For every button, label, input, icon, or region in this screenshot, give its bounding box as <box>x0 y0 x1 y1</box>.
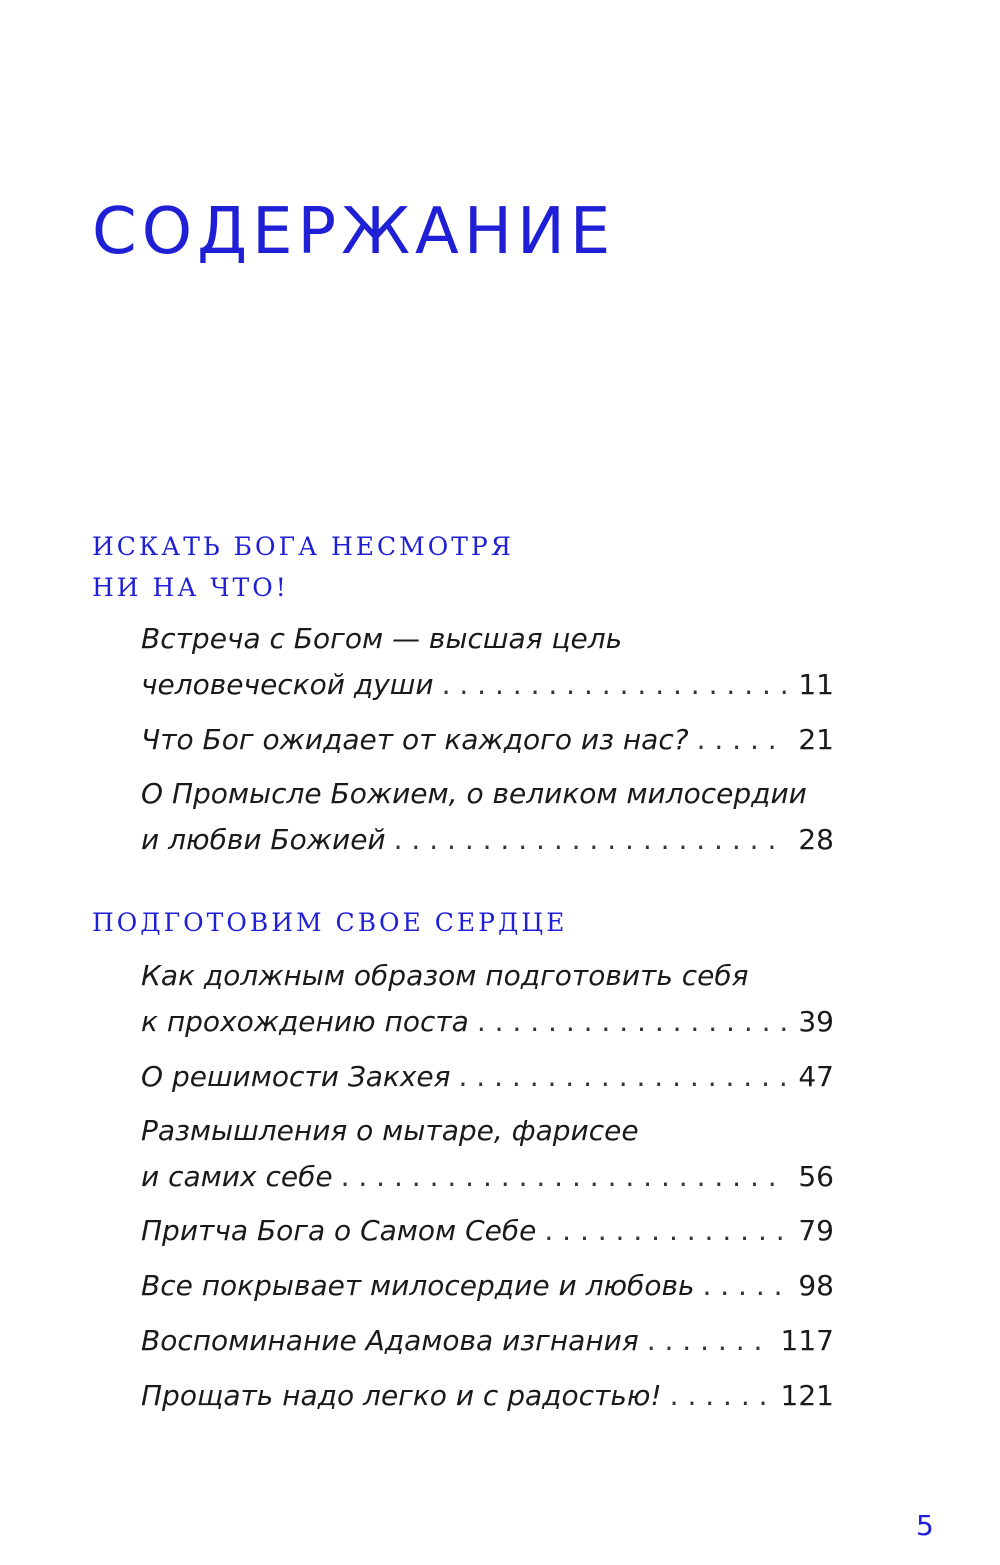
section-heading-1 <box>92 526 514 608</box>
page-title: СОДЕРЖАНИЕ <box>92 195 616 269</box>
dot-leader <box>544 1208 788 1254</box>
dot-leader <box>442 662 788 708</box>
section-heading-line: ПОДГОТОВИМ СВОЕ СЕРДЦЕ <box>92 908 568 937</box>
dot-leader <box>458 1054 788 1100</box>
toc-entry[interactable] <box>141 1318 834 1364</box>
toc-entry[interactable] <box>141 616 834 708</box>
dot-leader <box>341 1154 788 1200</box>
dot-leader <box>697 717 788 763</box>
toc-page-number: 117 <box>780 1324 834 1357</box>
toc-page-number: 21 <box>798 723 834 756</box>
toc-page-number: 28 <box>798 823 834 856</box>
toc-page-number: 56 <box>798 1160 834 1193</box>
toc-entry-title-line: Как должным образом подготовить себя <box>141 959 749 992</box>
toc-entry-title-line: Встреча с Богом — высшая цель <box>141 622 623 655</box>
toc-page-number: 79 <box>798 1214 834 1247</box>
dot-leader <box>647 1318 771 1364</box>
toc-entry[interactable] <box>141 1208 834 1254</box>
toc-entry-title-line: Размышления о мытаре, фарисее <box>141 1114 639 1147</box>
toc-entry[interactable] <box>141 1054 834 1100</box>
toc-page-number: 11 <box>798 668 834 701</box>
toc-entry[interactable] <box>141 771 834 863</box>
dot-leader <box>394 817 788 863</box>
toc-entry[interactable] <box>141 1263 834 1309</box>
toc-entry-title: Что Бог ожидает от каждого из нас? <box>141 723 689 756</box>
toc-entry-title: и любви Божией <box>141 823 386 856</box>
toc-entry[interactable] <box>141 1108 834 1200</box>
section-heading-line: НИ НА ЧТО! <box>92 573 289 602</box>
toc-page-number: 121 <box>780 1379 834 1412</box>
toc-entry-title: к прохождению поста <box>141 1005 469 1038</box>
toc-entry-title: Притча Бога о Самом Себе <box>141 1214 537 1247</box>
dot-leader <box>670 1373 771 1419</box>
toc-entry-title: Воспоминание Адамова изгнания <box>141 1324 639 1357</box>
toc-page-number: 39 <box>798 1005 834 1038</box>
toc-page-number: 47 <box>798 1060 834 1093</box>
toc-entry-title: О решимости Закхея <box>141 1060 451 1093</box>
toc-entry-title: человеческой души <box>141 668 434 701</box>
toc-entry-title: и самих себе <box>141 1160 333 1193</box>
toc-entry-title: Прощать надо легко и с радостью! <box>141 1379 662 1412</box>
toc-page-number: 98 <box>798 1269 834 1302</box>
toc-entry-title-line: О Промысле Божием, о великом милосердии <box>141 777 807 810</box>
dot-leader <box>702 1263 788 1309</box>
dot-leader <box>477 999 788 1045</box>
toc-entry[interactable] <box>141 1373 834 1419</box>
toc-entry[interactable] <box>141 717 834 763</box>
section-heading-line: ИСКАТЬ БОГА НЕСМОТРЯ <box>92 532 514 561</box>
section-heading-2 <box>92 902 567 943</box>
toc-entry[interactable] <box>141 953 834 1045</box>
page-number: 5 <box>916 1509 934 1542</box>
toc-entry-title: Все покрывает милосердие и любовь <box>141 1269 695 1302</box>
